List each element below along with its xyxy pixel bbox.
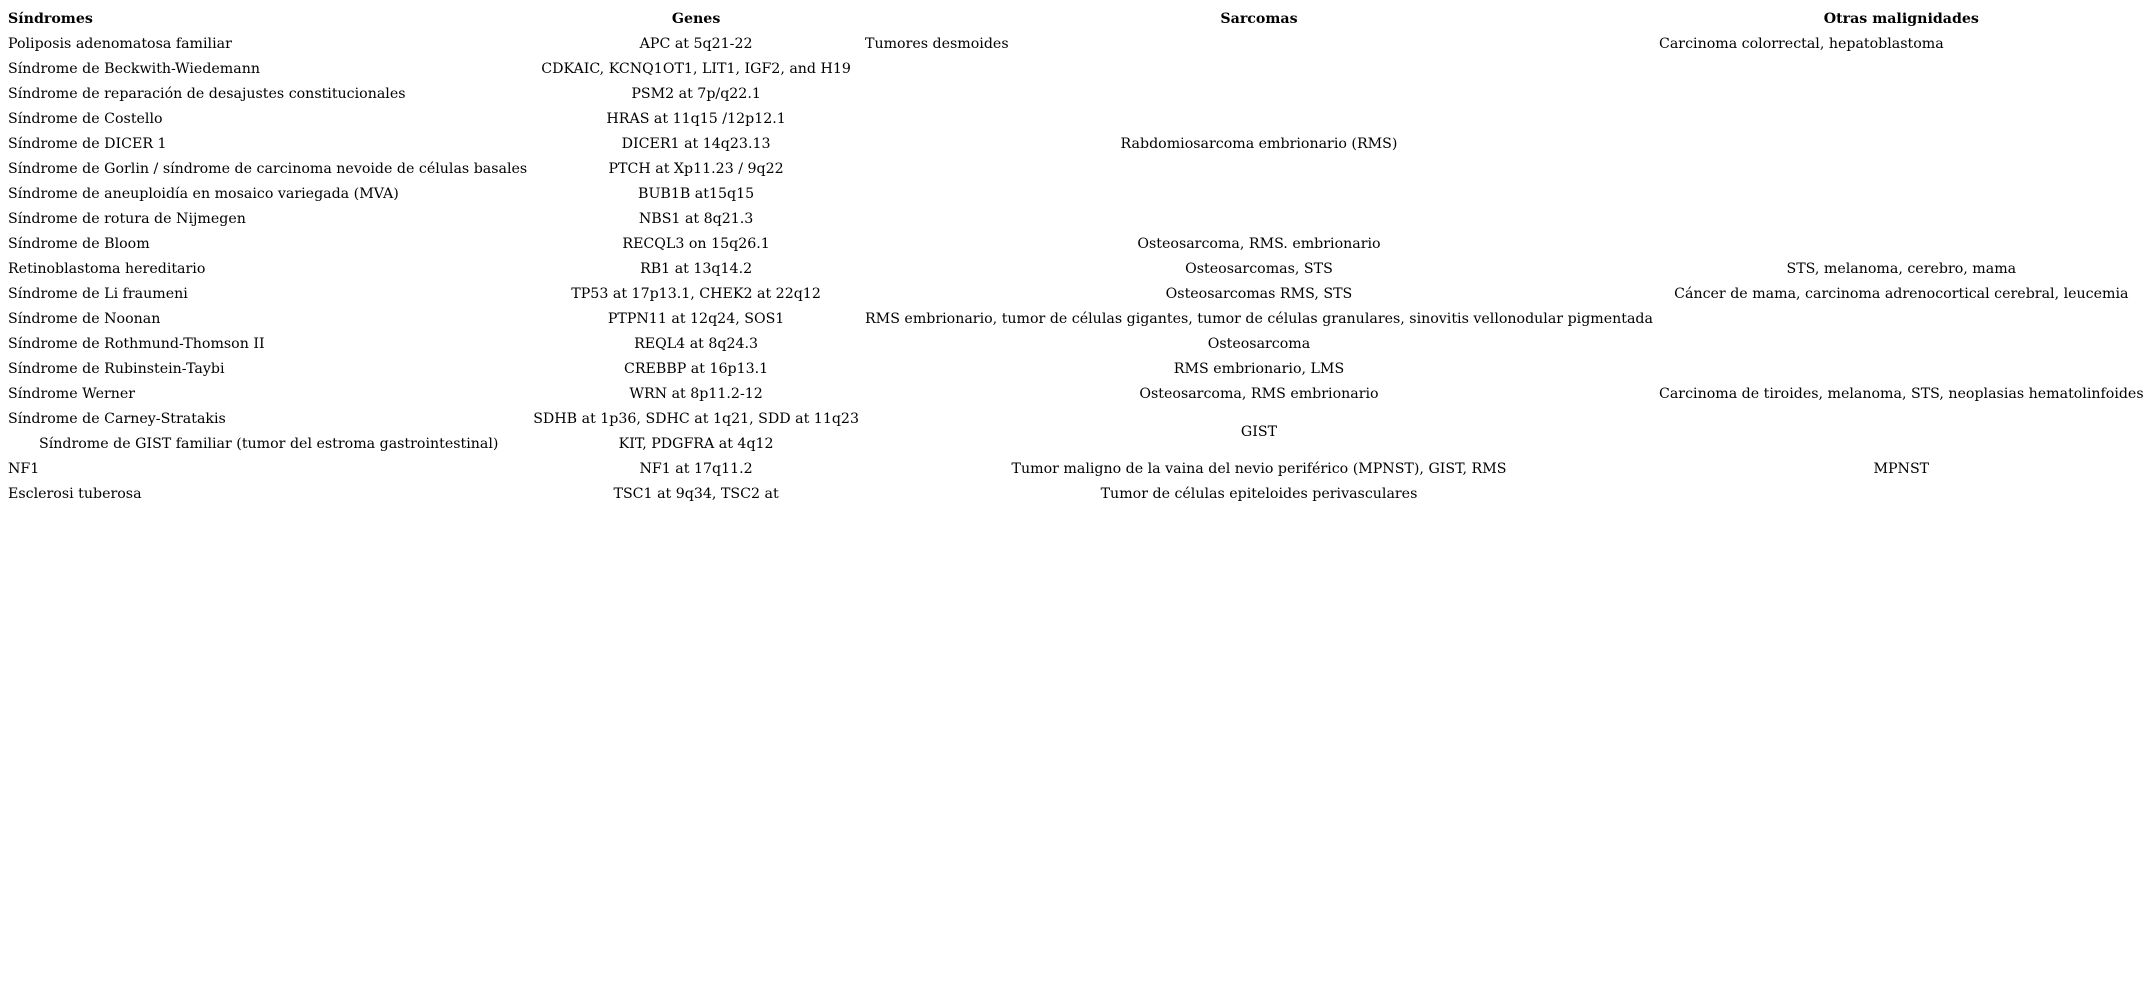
cell-sindrome: Poliposis adenomatosa familiar [8,36,232,52]
table-row [5,307,2147,332]
cell-sarcomas: RMS embrionario, tumor de células gigantes, tumor de células granulares, sinovitis vellonodular pigmentada [864,311,1653,327]
cell-genes: DICER1 at 14q23.13 [621,136,771,152]
cell-sarcomas [862,107,1656,132]
cell-genes: PSM2 at 7p/q22.1 [631,86,761,102]
table-row [5,332,2147,357]
cell-sarcomas: Osteosarcoma, RMS embrionario [1139,386,1379,402]
table-row [5,232,2147,257]
cell-sindrome: Síndrome de Li fraumeni [8,286,188,302]
cell-sindrome: Retinoblastoma hereditario [8,261,206,277]
cell-sindrome: Síndrome de Rubinstein-Taybi [8,361,225,377]
cell-otras: STS, melanoma, cerebro, mama [1786,261,2017,277]
cell-sarcomas: Osteosarcomas, STS [1185,261,1333,277]
cell-otras [1656,182,2147,207]
table-row [5,32,2147,57]
cell-sindrome: Síndrome de aneuploidía en mosaico variegada (MVA) [8,186,399,202]
cell-genes: BUB1B at15q15 [638,186,755,202]
cell-genes: HRAS at 11q15 /12p12.1 [606,111,786,127]
table-row [5,357,2147,382]
cell-genes: TP53 at 17p13.1, CHEK2 at 22q12 [571,286,821,302]
header-otras: Otras malignidades [1823,11,1979,27]
cell-otras: Cáncer de mama, carcinoma adrenocortical cerebral, leucemia [1674,286,2129,302]
header-sindromes: Síndromes [8,11,93,27]
cell-sindrome: Síndrome de Carney-Stratakis [8,411,226,427]
cell-genes: RECQL3 on 15q26.1 [622,236,770,252]
cell-sindrome: Síndrome de rotura de Nijmegen [8,211,246,227]
cell-sindrome: NF1 [8,461,40,477]
table-row [5,457,2147,482]
table-row [5,82,2147,107]
cell-sarcomas: Osteosarcomas RMS, STS [1165,286,1353,302]
cell-otras: Carcinoma de tiroides, melanoma, STS, neoplasias hematolinfoides [1658,386,2144,402]
cell-sarcomas [862,82,1656,107]
table-row [5,207,2147,232]
header-sarcomas: Sarcomas [1220,11,1298,27]
cell-otras [1656,82,2147,107]
cell-sindrome: Síndrome Werner [8,386,136,402]
table-row [5,132,2147,157]
cell-otras [1656,107,2147,132]
cell-sarcomas [862,57,1656,82]
cell-genes: NF1 at 17q11.2 [639,461,753,477]
syndromes-table [5,7,2147,507]
cell-sarcomas [862,207,1656,232]
table-row [5,407,2147,432]
cell-sindrome: Síndrome de Bloom [8,236,150,252]
table-row [5,282,2147,307]
cell-sarcomas: Tumores desmoides [864,36,1009,52]
cell-genes: TSC1 at 9q34, TSC2 at [613,486,779,502]
cell-sindrome: Síndrome de reparación de desajustes constitucionales [8,86,406,102]
cell-otras [1656,307,2147,332]
header-genes: Genes [671,11,721,27]
table-row [5,157,2147,182]
cell-otras [1656,132,2147,157]
cell-genes: KIT, PDGFRA at 4q12 [618,436,774,452]
cell-otras [1656,157,2147,182]
cell-sarcomas [862,182,1656,207]
cell-sarcomas: GIST [1240,423,1278,440]
cell-otras [1656,207,2147,232]
cell-genes: CDKAIC, KCNQ1OT1, LIT1, IGF2, and H19 [541,61,851,77]
table-header-row [5,7,2147,32]
cell-otras [1656,357,2147,382]
cell-otras: MPNST [1873,461,1930,477]
cell-sarcomas: Tumor maligno de la vaina del nevio periférico (MPNST), GIST, RMS [1011,461,1507,477]
cell-sindrome: Esclerosi tuberosa [8,486,142,502]
cell-otras [1656,332,2147,357]
table-row [5,257,2147,282]
cell-otras [1656,232,2147,257]
cell-sarcomas: Rabdomiosarcoma embrionario (RMS) [1120,136,1398,152]
cell-genes: CREBBP at 16p13.1 [623,361,769,377]
cell-genes: PTPN11 at 12q24, SOS1 [607,311,785,327]
cell-sindrome: Síndrome de DICER 1 [8,136,167,152]
cell-sindrome: Síndrome de Noonan [8,311,161,327]
cell-otras [1656,482,2147,507]
cell-otras [1656,407,2147,457]
cell-sindrome: Síndrome de Costello [8,111,163,127]
table-row [5,57,2147,82]
table-row [5,482,2147,507]
cell-genes: NBS1 at 8q21.3 [638,211,754,227]
table-row [5,382,2147,407]
table-row [5,182,2147,207]
cell-otras [1656,57,2147,82]
cell-sindrome: Síndrome de Rothmund-Thomson II [8,336,265,352]
cell-sindrome: Síndrome de Gorlin / síndrome de carcinoma nevoide de células basales [8,161,528,177]
cell-sindrome: Síndrome de GIST familiar (tumor del estroma gastrointestinal) [39,436,499,452]
cell-otras: Carcinoma colorrectal, hepatoblastoma [1658,36,1944,52]
cell-genes: APC at 5q21-22 [639,36,753,52]
cell-sarcomas [862,157,1656,182]
table-row [5,107,2147,132]
cell-sarcomas: Tumor de células epiteloides perivasculares [1100,486,1418,502]
cell-genes: RB1 at 13q14.2 [640,261,753,277]
cell-genes: PTCH at Xp11.23 / 9q22 [608,161,784,177]
cell-genes: WRN at 8p11.2-12 [629,386,763,402]
cell-genes: REQL4 at 8q24.3 [634,336,759,352]
cell-sarcomas: Osteosarcoma, RMS. embrionario [1137,236,1381,252]
cell-sarcomas: RMS embrionario, LMS [1173,361,1345,377]
cell-sindrome: Síndrome de Beckwith-Wiedemann [8,61,260,77]
cell-genes: SDHB at 1p36, SDHC at 1q21, SDD at 11q23 [533,411,859,427]
cell-sarcomas: Osteosarcoma [1207,336,1311,352]
